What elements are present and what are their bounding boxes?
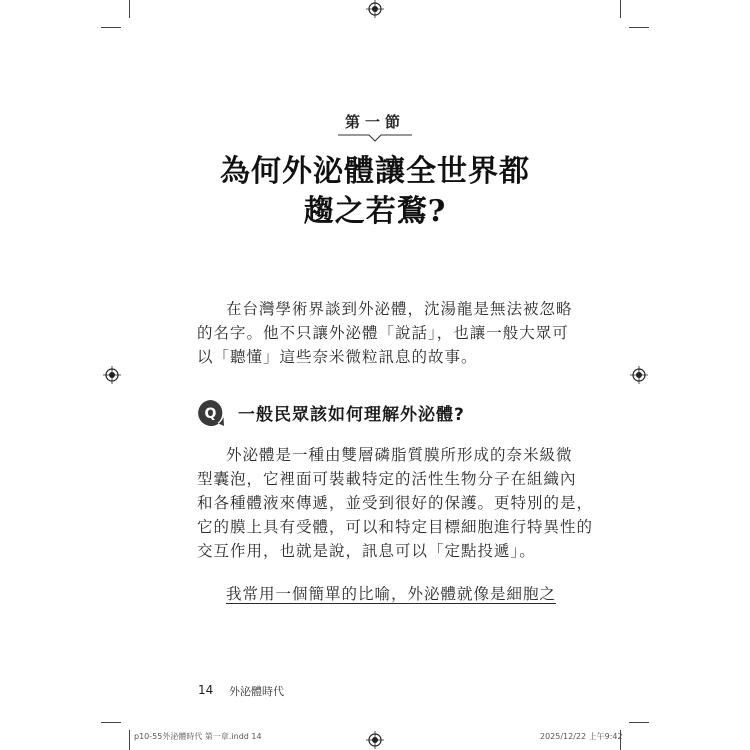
crop-mark-right-bottom [629, 722, 649, 723]
slug-date: 2025/12/22 上午9:42 [540, 732, 623, 741]
crop-mark-left-top [101, 27, 121, 28]
chapter-title-line2: 趨之若鶩? [303, 194, 447, 229]
answer-line-3: 和各種體液來傳遞，並受到很好的保護。更特別的是， [197, 494, 594, 512]
registration-mark-top-icon [366, 0, 384, 18]
answer-line-2: 型囊泡，它裡面可裝載特定的活性生物分子在組織內 [197, 470, 577, 488]
registration-mark-left-icon [103, 366, 121, 384]
intro-line-1: 在台灣學術界談到外泌體，沈湯龍是無法被忽略 [226, 300, 573, 318]
answer-line-1: 外泌體是一種由雙層磷脂質膜所形成的奈米級微 [226, 446, 573, 464]
chapter-title-line1: 為何外泌體讓全世界都 [220, 154, 530, 189]
answer-line-5: 交互作用，也就是說，訊息可以「定點投遞」。 [197, 542, 536, 560]
answer-line-4: 它的膜上具有受體，可以和特定目標細胞進行特異性的 [197, 518, 594, 536]
crop-mark-right-top [629, 27, 649, 28]
registration-mark-right-icon [630, 366, 648, 384]
running-footer-title: 外泌體時代 [229, 685, 284, 698]
question-badge-icon [197, 399, 225, 427]
intro-line-3: 以「聽懂」這些奈米微粒訊息的故事。 [197, 348, 478, 366]
registration-mark-bottom-icon [366, 731, 384, 749]
slug-filename: p10-55外泌體時代 第一章.indd 14 [134, 732, 262, 741]
crop-mark-bottom-left [129, 730, 130, 750]
teaser-line: 我常用一個簡單的比喻，外泌體就像是細胞之 [226, 585, 557, 603]
section-label: 第一節 [344, 113, 405, 131]
crop-mark-left-bottom [101, 722, 121, 723]
section-divider [338, 133, 412, 143]
crop-mark-top-left [129, 0, 130, 18]
question-badge-letter: Q [204, 406, 217, 422]
crop-mark-top-right [620, 0, 621, 18]
question-heading: 一般民眾該如何理解外泌體? [238, 405, 465, 425]
intro-line-2: 的名字。他不只讓外泌體「說話」，也讓一般大眾可 [197, 324, 569, 342]
page-number: 14 [198, 683, 214, 697]
